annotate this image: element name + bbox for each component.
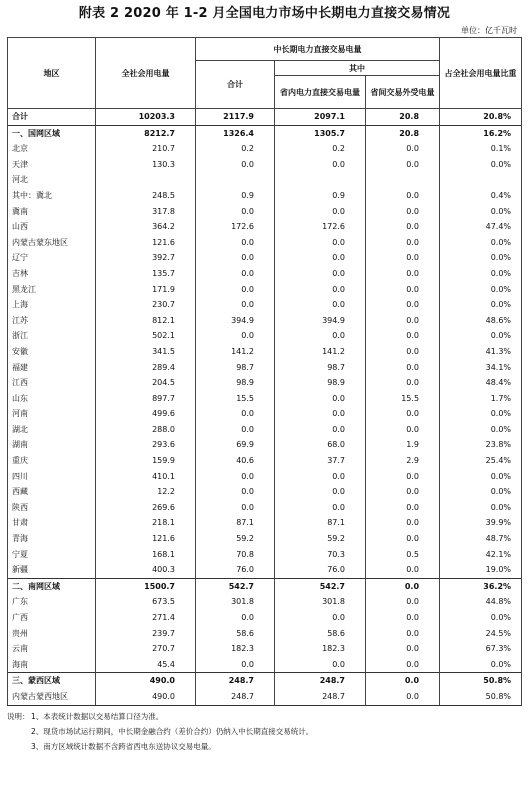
cell-subtotal: 301.8 <box>196 594 275 610</box>
cell-share: 19.0% <box>440 562 522 578</box>
cell-total-consumption: 293.6 <box>96 437 196 453</box>
cell-share: 42.1% <box>440 547 522 563</box>
cell-inter-province: 0.0 <box>366 594 440 610</box>
cell-intra-province: 0.0 <box>275 406 366 422</box>
cell-inter-province: 0.0 <box>366 562 440 578</box>
note-line <box>7 709 529 724</box>
cell-total-consumption: 45.4 <box>96 657 196 673</box>
cell-subtotal: 98.9 <box>196 375 275 391</box>
table-row <box>8 360 522 376</box>
table-row <box>8 657 522 673</box>
cell-inter-province: 0.0 <box>366 204 440 220</box>
cell-total-consumption: 269.6 <box>96 500 196 516</box>
cell-intra-province: 0.0 <box>275 204 366 220</box>
cell-inter-province: 0.0 <box>366 610 440 626</box>
cell-subtotal: 0.0 <box>196 406 275 422</box>
cell-total-consumption: 317.8 <box>96 204 196 220</box>
table-row <box>8 266 522 282</box>
cell-share: 20.8% <box>440 109 522 126</box>
table-row <box>8 531 522 547</box>
table-row <box>8 594 522 610</box>
cell-intra-province: 0.9 <box>275 188 366 204</box>
cell-inter-province: 20.8 <box>366 109 440 126</box>
cell-total-consumption: 400.3 <box>96 562 196 578</box>
cell-intra-province: 394.9 <box>275 313 366 329</box>
cell-total-consumption: 248.5 <box>96 188 196 204</box>
cell-intra-province: 0.0 <box>275 235 366 251</box>
cell-region: 北京 <box>8 141 96 157</box>
cell-share: 0.1% <box>440 141 522 157</box>
cell-total-consumption: 1500.7 <box>96 578 196 594</box>
cell-region: 陕西 <box>8 500 96 516</box>
cell-total-consumption <box>96 172 196 188</box>
table-row <box>8 297 522 313</box>
cell-total-consumption: 204.5 <box>96 375 196 391</box>
cell-total-consumption: 364.2 <box>96 219 196 235</box>
cell-subtotal: 0.0 <box>196 610 275 626</box>
cell-total-consumption: 270.7 <box>96 641 196 657</box>
cell-intra-province: 0.2 <box>275 141 366 157</box>
trading-table <box>7 37 522 706</box>
cell-total-consumption: 897.7 <box>96 391 196 407</box>
cell-total-consumption: 341.5 <box>96 344 196 360</box>
cell-inter-province: 0.0 <box>366 578 440 594</box>
cell-inter-province <box>366 172 440 188</box>
cell-region: 内蒙古蒙西地区 <box>8 689 96 705</box>
table-row <box>8 562 522 578</box>
cell-subtotal: 0.0 <box>196 484 275 500</box>
cell-intra-province: 76.0 <box>275 562 366 578</box>
header-share: 占全社会用电量比重 <box>440 38 522 109</box>
cell-intra-province: 0.0 <box>275 391 366 407</box>
header-subtotal: 合计 <box>196 61 275 109</box>
cell-region: 福建 <box>8 360 96 376</box>
table-row <box>8 626 522 642</box>
cell-intra-province: 0.0 <box>275 250 366 266</box>
cell-region: 黑龙江 <box>8 282 96 298</box>
cell-share: 44.8% <box>440 594 522 610</box>
cell-share: 34.1% <box>440 360 522 376</box>
cell-share: 67.3% <box>440 641 522 657</box>
cell-intra-province: 0.0 <box>275 157 366 173</box>
unit-label: 单位：亿千瓦时 <box>461 26 517 35</box>
table-row <box>8 578 522 594</box>
table-row <box>8 172 522 188</box>
cell-inter-province: 0.0 <box>366 157 440 173</box>
cell-total-consumption: 499.6 <box>96 406 196 422</box>
table-row <box>8 188 522 204</box>
cell-intra-province: 141.2 <box>275 344 366 360</box>
table-row <box>8 344 522 360</box>
cell-inter-province: 0.0 <box>366 422 440 438</box>
cell-region: 河北 <box>8 172 96 188</box>
cell-intra-province: 68.0 <box>275 437 366 453</box>
table-row <box>8 422 522 438</box>
cell-share <box>440 172 522 188</box>
table-row <box>8 204 522 220</box>
cell-inter-province: 0.0 <box>366 250 440 266</box>
table-row <box>8 641 522 657</box>
cell-share: 48.6% <box>440 313 522 329</box>
cell-share: 25.4% <box>440 453 522 469</box>
cell-subtotal: 76.0 <box>196 562 275 578</box>
cell-share: 0.0% <box>440 204 522 220</box>
cell-share: 0.0% <box>440 500 522 516</box>
cell-intra-province: 0.0 <box>275 469 366 485</box>
cell-region: 西藏 <box>8 484 96 500</box>
cell-region: 山东 <box>8 391 96 407</box>
cell-subtotal: 182.3 <box>196 641 275 657</box>
table-row <box>8 157 522 173</box>
cell-region: 上海 <box>8 297 96 313</box>
cell-total-consumption: 502.1 <box>96 328 196 344</box>
cell-region: 辽宁 <box>8 250 96 266</box>
cell-intra-province: 0.0 <box>275 422 366 438</box>
cell-region: 天津 <box>8 157 96 173</box>
page <box>0 3 529 803</box>
cell-inter-province: 0.0 <box>366 626 440 642</box>
cell-intra-province: 98.9 <box>275 375 366 391</box>
cell-subtotal: 0.9 <box>196 188 275 204</box>
table-row <box>8 453 522 469</box>
cell-intra-province: 70.3 <box>275 547 366 563</box>
cell-intra-province: 248.7 <box>275 689 366 705</box>
table-row <box>8 328 522 344</box>
table-row <box>8 391 522 407</box>
cell-share: 0.0% <box>440 297 522 313</box>
cell-inter-province: 0.0 <box>366 219 440 235</box>
cell-region: 二、南网区域 <box>8 578 96 594</box>
cell-region: 海南 <box>8 657 96 673</box>
cell-share: 39.9% <box>440 515 522 531</box>
cell-region: 山西 <box>8 219 96 235</box>
cell-total-consumption: 135.7 <box>96 266 196 282</box>
cell-share: 48.7% <box>440 531 522 547</box>
cell-subtotal: 69.9 <box>196 437 275 453</box>
table-row <box>8 109 522 126</box>
cell-region: 浙江 <box>8 328 96 344</box>
cell-share: 0.0% <box>440 235 522 251</box>
cell-region: 宁夏 <box>8 547 96 563</box>
cell-total-consumption: 288.0 <box>96 422 196 438</box>
cell-inter-province: 15.5 <box>366 391 440 407</box>
table-row <box>8 406 522 422</box>
cell-total-consumption: 673.5 <box>96 594 196 610</box>
cell-region: 冀南 <box>8 204 96 220</box>
cell-total-consumption: 10203.3 <box>96 109 196 126</box>
cell-subtotal: 70.8 <box>196 547 275 563</box>
cell-subtotal: 0.0 <box>196 250 275 266</box>
cell-inter-province: 2.9 <box>366 453 440 469</box>
cell-inter-province: 0.0 <box>366 313 440 329</box>
table-title: 附表 2 2020 年 1-2 月全国电力市场中长期电力直接交易情况 <box>78 6 451 21</box>
cell-intra-province: 248.7 <box>275 673 366 689</box>
cell-inter-province: 0.0 <box>366 141 440 157</box>
cell-region: 三、蒙西区域 <box>8 673 96 689</box>
cell-intra-province: 37.7 <box>275 453 366 469</box>
cell-share: 41.3% <box>440 344 522 360</box>
cell-total-consumption: 289.4 <box>96 360 196 376</box>
cell-inter-province: 0.0 <box>366 235 440 251</box>
cell-share: 0.0% <box>440 469 522 485</box>
cell-intra-province: 2097.1 <box>275 109 366 126</box>
cell-total-consumption: 410.1 <box>96 469 196 485</box>
cell-inter-province: 0.0 <box>366 266 440 282</box>
cell-subtotal: 87.1 <box>196 515 275 531</box>
cell-subtotal: 98.7 <box>196 360 275 376</box>
cell-inter-province: 1.9 <box>366 437 440 453</box>
cell-region: 贵州 <box>8 626 96 642</box>
cell-inter-province: 0.0 <box>366 689 440 705</box>
cell-share: 50.8% <box>440 673 522 689</box>
cell-total-consumption: 490.0 <box>96 689 196 705</box>
cell-intra-province: 0.0 <box>275 266 366 282</box>
cell-share: 0.0% <box>440 657 522 673</box>
notes <box>7 709 529 754</box>
cell-subtotal: 0.0 <box>196 469 275 485</box>
cell-region: 重庆 <box>8 453 96 469</box>
cell-share: 23.8% <box>440 437 522 453</box>
table-row <box>8 484 522 500</box>
cell-share: 0.4% <box>440 188 522 204</box>
header-of-which: 其中 <box>275 61 440 76</box>
cell-subtotal: 58.6 <box>196 626 275 642</box>
note-item: 2、现货市场试运行期间，中长期金融合约（差价合约）仍纳入中长期直接交易统计。 <box>31 726 314 736</box>
cell-share: 1.7% <box>440 391 522 407</box>
cell-subtotal: 0.0 <box>196 282 275 298</box>
cell-region: 青海 <box>8 531 96 547</box>
cell-subtotal: 0.0 <box>196 204 275 220</box>
cell-inter-province: 0.0 <box>366 531 440 547</box>
cell-share: 0.0% <box>440 282 522 298</box>
cell-region: 吉林 <box>8 266 96 282</box>
cell-inter-province: 0.0 <box>366 500 440 516</box>
header-inter-province: 省间交易外受电量 <box>366 76 440 109</box>
cell-inter-province: 0.5 <box>366 547 440 563</box>
cell-share: 0.0% <box>440 250 522 266</box>
header-mlt-group: 中长期电力直接交易电量 <box>196 38 440 61</box>
cell-subtotal: 0.2 <box>196 141 275 157</box>
cell-intra-province: 172.6 <box>275 219 366 235</box>
cell-region: 一、国网区域 <box>8 125 96 141</box>
cell-inter-province: 0.0 <box>366 360 440 376</box>
table-row <box>8 689 522 705</box>
cell-region: 新疆 <box>8 562 96 578</box>
table-row <box>8 282 522 298</box>
cell-share: 0.0% <box>440 266 522 282</box>
cell-subtotal: 2117.9 <box>196 109 275 126</box>
cell-intra-province <box>275 172 366 188</box>
cell-intra-province: 87.1 <box>275 515 366 531</box>
cell-total-consumption: 168.1 <box>96 547 196 563</box>
table-row <box>8 235 522 251</box>
cell-total-consumption: 218.1 <box>96 515 196 531</box>
cell-share: 24.5% <box>440 626 522 642</box>
cell-inter-province: 0.0 <box>366 188 440 204</box>
cell-share: 47.4% <box>440 219 522 235</box>
cell-subtotal: 248.7 <box>196 689 275 705</box>
cell-subtotal <box>196 172 275 188</box>
cell-subtotal: 248.7 <box>196 673 275 689</box>
cell-region: 安徽 <box>8 344 96 360</box>
cell-subtotal: 542.7 <box>196 578 275 594</box>
cell-region: 湖南 <box>8 437 96 453</box>
cell-subtotal: 0.0 <box>196 657 275 673</box>
cell-inter-province: 0.0 <box>366 469 440 485</box>
table-row <box>8 610 522 626</box>
cell-subtotal: 59.2 <box>196 531 275 547</box>
cell-region: 广西 <box>8 610 96 626</box>
cell-total-consumption: 812.1 <box>96 313 196 329</box>
cell-intra-province: 182.3 <box>275 641 366 657</box>
cell-subtotal: 0.0 <box>196 157 275 173</box>
header-region: 地区 <box>8 38 96 109</box>
note-item: 3、南方区域统计数据不含跨省西电东送协议交易电量。 <box>31 741 216 751</box>
cell-region: 江苏 <box>8 313 96 329</box>
cell-subtotal: 0.0 <box>196 266 275 282</box>
cell-total-consumption: 121.6 <box>96 531 196 547</box>
cell-share: 48.4% <box>440 375 522 391</box>
table-row <box>8 547 522 563</box>
cell-intra-province: 1305.7 <box>275 125 366 141</box>
cell-subtotal: 0.0 <box>196 297 275 313</box>
cell-region: 其中：冀北 <box>8 188 96 204</box>
cell-subtotal: 40.6 <box>196 453 275 469</box>
cell-region: 湖北 <box>8 422 96 438</box>
cell-share: 0.0% <box>440 328 522 344</box>
cell-inter-province: 0.0 <box>366 328 440 344</box>
cell-total-consumption: 171.9 <box>96 282 196 298</box>
cell-inter-province: 0.0 <box>366 657 440 673</box>
cell-share: 0.0% <box>440 484 522 500</box>
notes-label: 说明： <box>7 711 30 721</box>
cell-inter-province: 20.8 <box>366 125 440 141</box>
cell-share: 36.2% <box>440 578 522 594</box>
cell-subtotal: 0.0 <box>196 328 275 344</box>
cell-total-consumption: 12.2 <box>96 484 196 500</box>
table-row <box>8 673 522 689</box>
table-header <box>8 38 522 109</box>
cell-intra-province: 0.0 <box>275 500 366 516</box>
cell-intra-province: 0.0 <box>275 484 366 500</box>
cell-subtotal: 141.2 <box>196 344 275 360</box>
cell-region: 广东 <box>8 594 96 610</box>
table-row <box>8 250 522 266</box>
cell-total-consumption: 392.7 <box>96 250 196 266</box>
cell-total-consumption: 271.4 <box>96 610 196 626</box>
table-row <box>8 500 522 516</box>
cell-region: 合计 <box>8 109 96 126</box>
cell-region: 云南 <box>8 641 96 657</box>
table-row <box>8 125 522 141</box>
cell-intra-province: 98.7 <box>275 360 366 376</box>
cell-region: 四川 <box>8 469 96 485</box>
cell-inter-province: 0.0 <box>366 344 440 360</box>
cell-share: 0.0% <box>440 610 522 626</box>
table-row <box>8 469 522 485</box>
cell-share: 0.0% <box>440 406 522 422</box>
cell-inter-province: 0.0 <box>366 375 440 391</box>
cell-region: 江西 <box>8 375 96 391</box>
cell-subtotal: 15.5 <box>196 391 275 407</box>
header-total-consumption: 全社会用电量 <box>96 38 196 109</box>
cell-total-consumption: 490.0 <box>96 673 196 689</box>
cell-inter-province: 0.0 <box>366 282 440 298</box>
cell-subtotal: 0.0 <box>196 500 275 516</box>
cell-share: 0.0% <box>440 157 522 173</box>
cell-total-consumption: 230.7 <box>96 297 196 313</box>
table-row <box>8 313 522 329</box>
cell-total-consumption: 210.7 <box>96 141 196 157</box>
cell-region: 甘肃 <box>8 515 96 531</box>
cell-intra-province: 0.0 <box>275 282 366 298</box>
table-row <box>8 515 522 531</box>
note-item: 1、本表统计数据以交易结算口径为准。 <box>31 711 164 721</box>
cell-share: 0.0% <box>440 422 522 438</box>
cell-total-consumption: 130.3 <box>96 157 196 173</box>
cell-intra-province: 0.0 <box>275 657 366 673</box>
cell-inter-province: 0.0 <box>366 641 440 657</box>
table-row <box>8 141 522 157</box>
cell-intra-province: 301.8 <box>275 594 366 610</box>
cell-total-consumption: 239.7 <box>96 626 196 642</box>
cell-subtotal: 172.6 <box>196 219 275 235</box>
cell-inter-province: 0.0 <box>366 673 440 689</box>
cell-subtotal: 0.0 <box>196 235 275 251</box>
header-intra-province: 省内电力直接交易电量 <box>275 76 366 109</box>
cell-intra-province: 0.0 <box>275 610 366 626</box>
cell-subtotal: 1326.4 <box>196 125 275 141</box>
cell-inter-province: 0.0 <box>366 484 440 500</box>
cell-intra-province: 59.2 <box>275 531 366 547</box>
cell-share: 50.8% <box>440 689 522 705</box>
cell-intra-province: 542.7 <box>275 578 366 594</box>
cell-intra-province: 0.0 <box>275 297 366 313</box>
cell-inter-province: 0.0 <box>366 515 440 531</box>
cell-intra-province: 0.0 <box>275 328 366 344</box>
table-row <box>8 375 522 391</box>
cell-total-consumption: 8212.7 <box>96 125 196 141</box>
cell-region: 内蒙古蒙东地区 <box>8 235 96 251</box>
cell-share: 16.2% <box>440 125 522 141</box>
table-row <box>8 437 522 453</box>
cell-total-consumption: 121.6 <box>96 235 196 251</box>
cell-inter-province: 0.0 <box>366 297 440 313</box>
cell-region: 河南 <box>8 406 96 422</box>
cell-subtotal: 394.9 <box>196 313 275 329</box>
cell-total-consumption: 159.9 <box>96 453 196 469</box>
table-row <box>8 219 522 235</box>
cell-intra-province: 58.6 <box>275 626 366 642</box>
cell-inter-province: 0.0 <box>366 406 440 422</box>
table-body <box>8 109 522 706</box>
cell-subtotal: 0.0 <box>196 422 275 438</box>
